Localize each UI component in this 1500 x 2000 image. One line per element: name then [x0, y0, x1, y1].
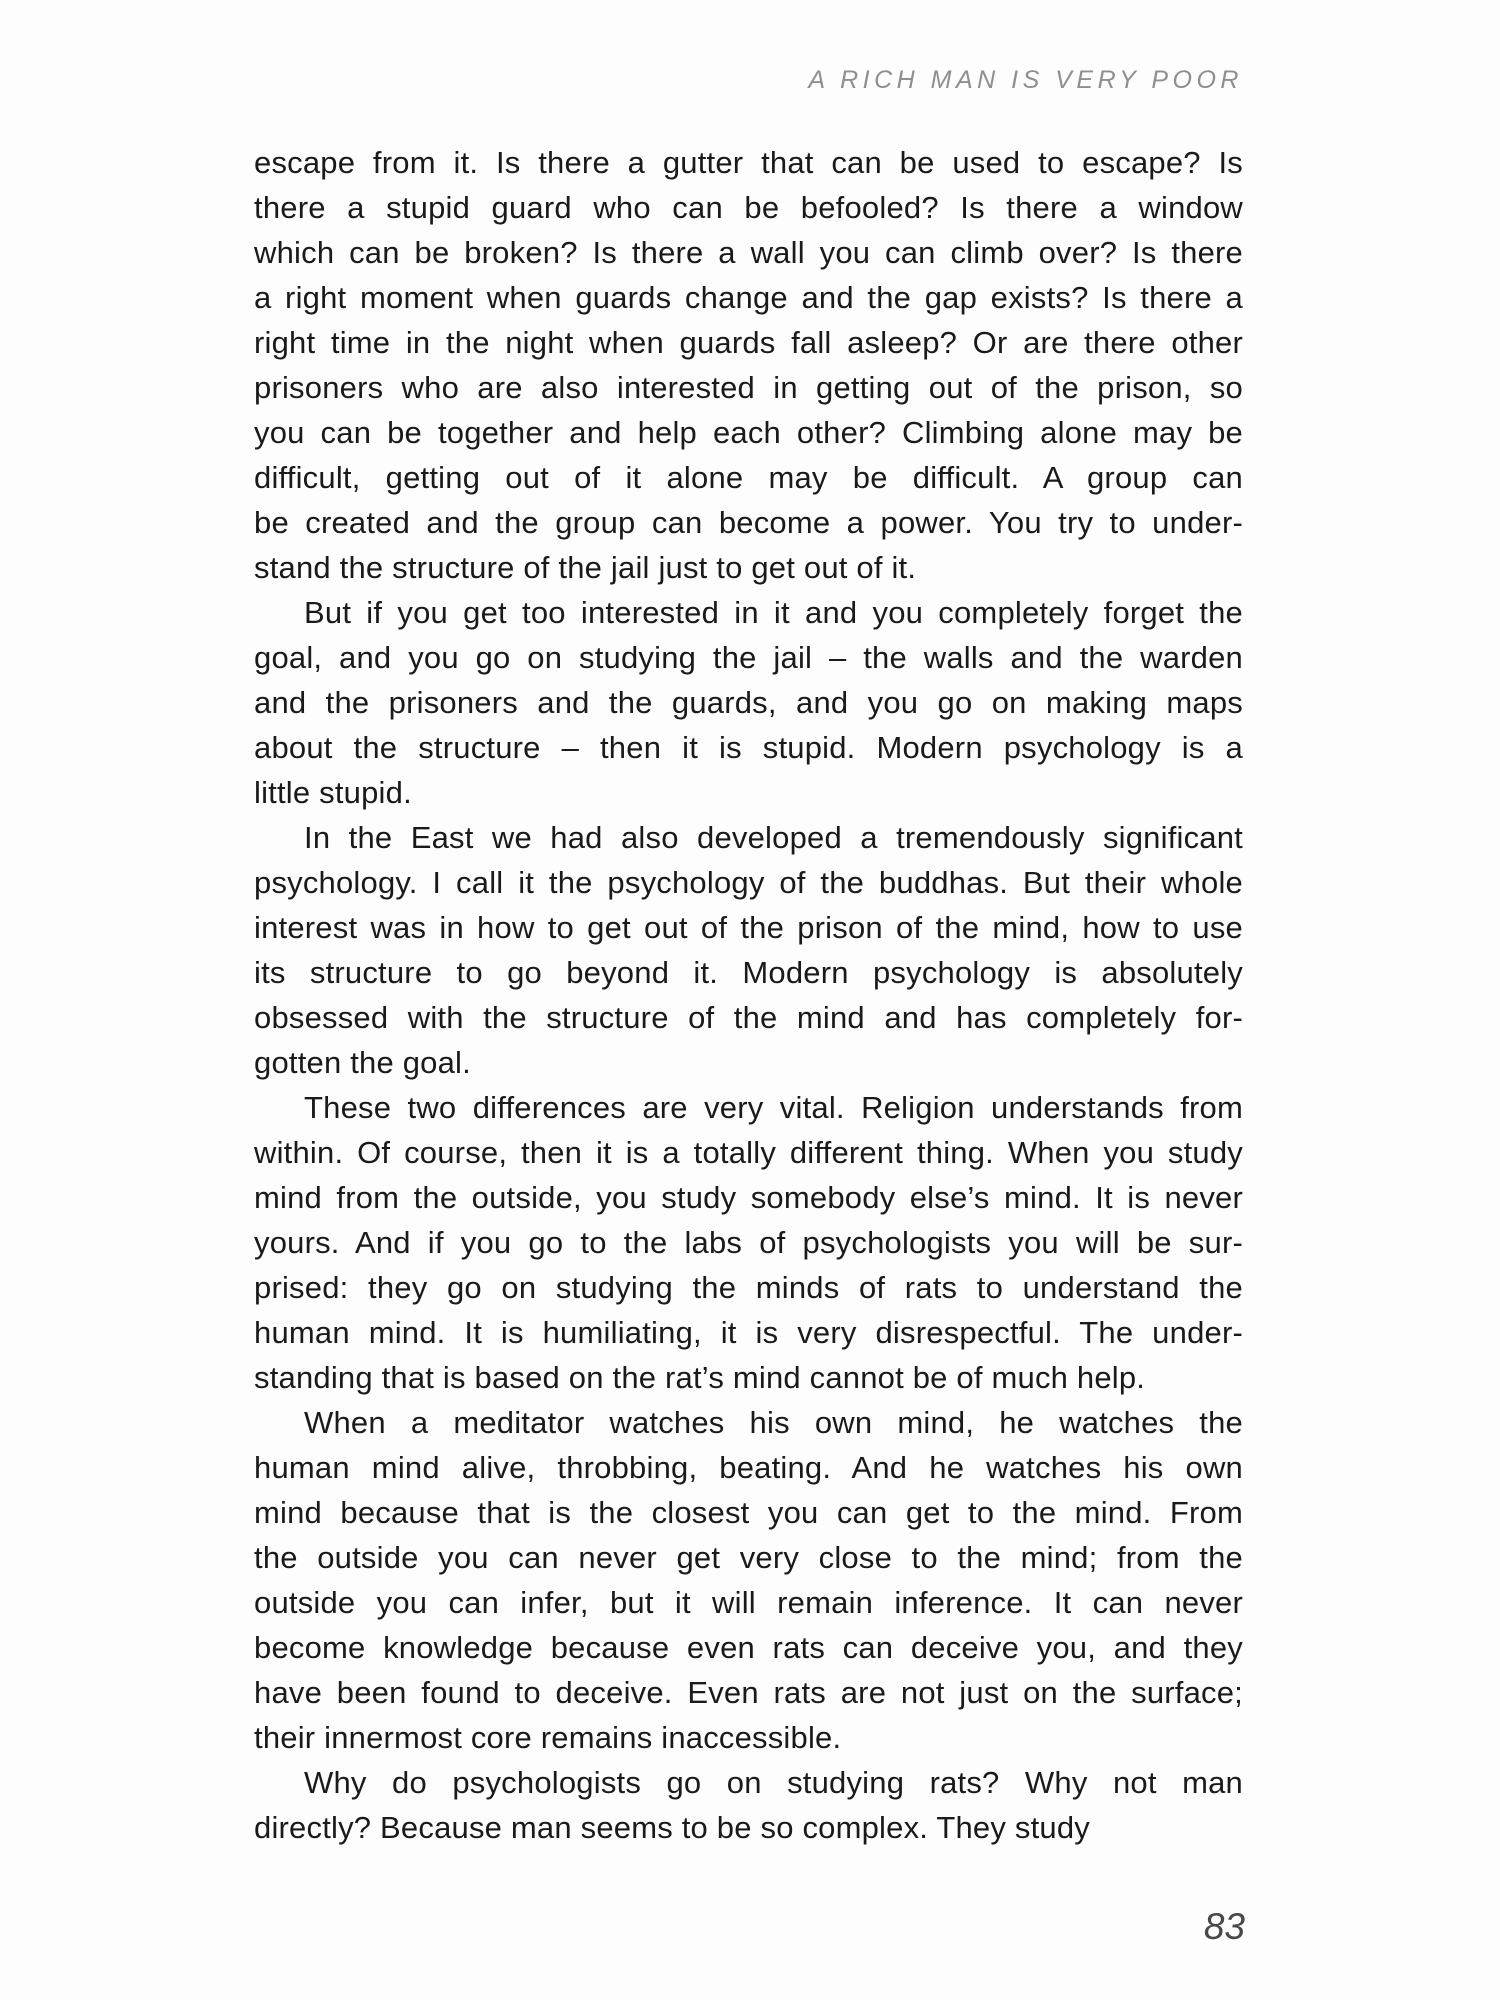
- text-line: its structure to go beyond it. Modern psychology is absolutely: [254, 955, 1243, 990]
- text-line: about the structure – then it is stupid. Modern psychology is a: [254, 730, 1243, 765]
- text-line: a right moment when guards change and the gap exists? Is there a: [254, 280, 1243, 315]
- text-line: goal, and you go on studying the jail – the walls and the warden: [254, 640, 1243, 675]
- body-text: [254, 140, 1243, 1850]
- text-line: escape from it. Is there a gutter that can be used to escape? Is: [254, 145, 1243, 180]
- text-line: These two differences are very vital. Religion understands from: [304, 1090, 1243, 1125]
- text-line: human mind alive, throbbing, beating. And he watches his own: [254, 1450, 1243, 1485]
- text-line: In the East we had also developed a tremendously significant: [304, 820, 1243, 855]
- text-line: which can be broken? Is there a wall you can climb over? Is there: [254, 235, 1243, 270]
- text-line: When a meditator watches his own mind, he watches the: [304, 1405, 1243, 1440]
- text-line: Why do psychologists go on studying rats? Why not man: [304, 1765, 1243, 1800]
- page-number: 83: [1203, 1906, 1245, 1947]
- text-line: and the prisoners and the guards, and you go on making maps: [254, 685, 1243, 720]
- text-line: psychology. I call it the psychology of the buddhas. But their whole: [254, 865, 1243, 900]
- text-line: you can be together and help each other? Climbing alone may be: [254, 415, 1243, 450]
- text-line: outside you can infer, but it will remain inference. It can never: [254, 1585, 1243, 1620]
- paragraph: [254, 140, 1243, 590]
- text-line: mind because that is the closest you can get to the mind. From: [254, 1495, 1243, 1530]
- text-line: prisoners who are also interested in getting out of the prison, so: [254, 370, 1243, 405]
- paragraph: [254, 815, 1243, 1085]
- text-line: there a stupid guard who can be befooled? Is there a window: [254, 190, 1243, 225]
- text-line: gotten the goal.: [254, 1045, 471, 1080]
- text-line: right time in the night when guards fall asleep? Or are there other: [254, 325, 1243, 360]
- text-line: yours. And if you go to the labs of psychologists you will be sur-: [254, 1225, 1243, 1260]
- text-line: interest was in how to get out of the prison of the mind, how to use: [254, 910, 1243, 945]
- running-header-title: A RICH MAN IS VERY POOR: [808, 66, 1243, 94]
- text-line: become knowledge because even rats can deceive you, and they: [254, 1630, 1243, 1665]
- text-line: little stupid.: [254, 775, 412, 810]
- text-line: standing that is based on the rat’s mind cannot be of much help.: [254, 1360, 1146, 1395]
- text-line: prised: they go on studying the minds of rats to understand the: [254, 1270, 1243, 1305]
- text-line: have been found to deceive. Even rats are not just on the surface;: [254, 1675, 1243, 1710]
- text-line: But if you get too interested in it and you completely forget the: [304, 595, 1243, 630]
- paragraph: [254, 1400, 1243, 1760]
- paragraph: [254, 1085, 1243, 1400]
- paragraph: [254, 1760, 1243, 1850]
- text-line: within. Of course, then it is a totally different thing. When you study: [254, 1135, 1243, 1170]
- text-line: their innermost core remains inaccessible.: [254, 1720, 842, 1755]
- text-line: difficult, getting out of it alone may be difficult. A group can: [254, 460, 1243, 495]
- text-line: directly? Because man seems to be so complex. They study: [254, 1810, 1090, 1845]
- text-line: be created and the group can become a power. You try to under-: [254, 505, 1243, 540]
- text-line: mind from the outside, you study somebody else’s mind. It is never: [254, 1180, 1243, 1215]
- text-line: the outside you can never get very close to the mind; from the: [254, 1540, 1243, 1575]
- paragraph: [254, 590, 1243, 815]
- text-line: obsessed with the structure of the mind and has completely for-: [254, 1000, 1243, 1035]
- text-line: human mind. It is humiliating, it is very disrespectful. The under-: [254, 1315, 1243, 1350]
- text-line: stand the structure of the jail just to get out of it.: [254, 550, 917, 585]
